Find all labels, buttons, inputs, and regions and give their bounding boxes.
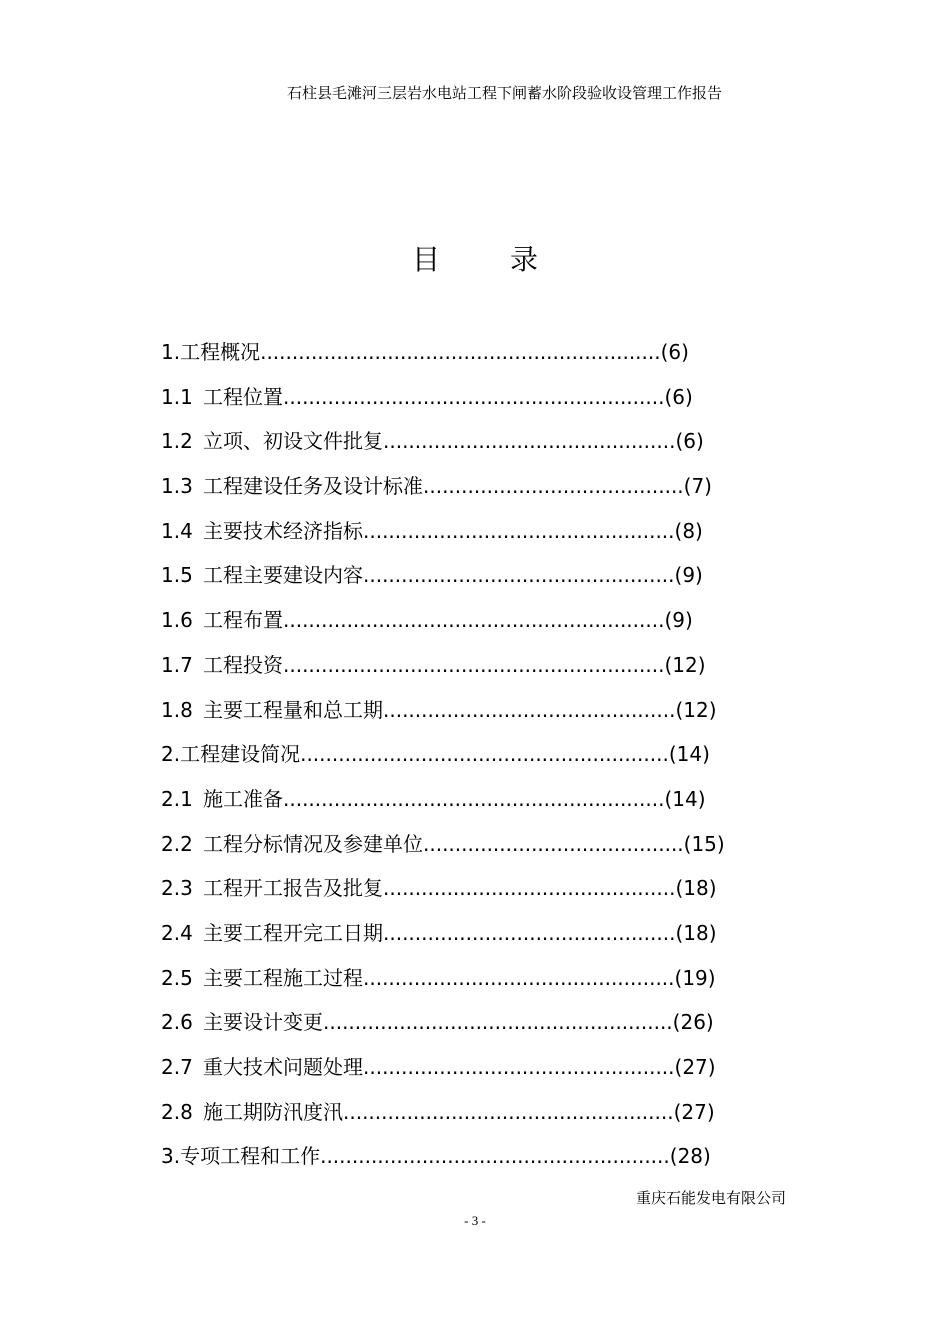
toc-entry-leader: .................................................... (343, 1099, 674, 1124)
toc-entry-page: (14) (664, 786, 706, 811)
toc-entry-number: 1.1 (161, 384, 193, 409)
toc-entry-title: 工程主要建设内容 (203, 563, 363, 588)
toc-entry-leader: .............................................. (383, 920, 676, 945)
toc-entry-number: 2.8 (161, 1099, 193, 1124)
toc-entry-leader: .............................................. (383, 429, 676, 454)
toc-entry-page: (9) (674, 563, 703, 588)
toc-entry-number: 1.3 (161, 474, 193, 499)
toc-entry-page: (18) (675, 876, 717, 901)
toc-entry-3[interactable] (161, 1140, 725, 1185)
toc-entry-2-6[interactable] (161, 1006, 725, 1051)
toc-entry-1-5[interactable] (161, 559, 725, 604)
toc-entry-leader: ............................................................... (260, 340, 661, 364)
toc-entry-number: 2.2 (161, 831, 193, 856)
toc-entry-number: 1.4 (161, 518, 193, 543)
toc-entry-leader: ......................................... (423, 831, 684, 856)
toc-entry-2-3[interactable] (161, 872, 725, 917)
toc-entry-1[interactable] (161, 336, 725, 381)
toc-entry-1-3[interactable] (161, 470, 725, 515)
table-of-contents (161, 336, 725, 1185)
toc-entry-page: (6) (660, 340, 689, 364)
footer-company-name: 重庆石能发电有限公司 (636, 1189, 787, 1207)
toc-heading-char-2: 录 (510, 243, 539, 276)
toc-entry-1-2[interactable] (161, 425, 725, 470)
toc-entry-page: (27) (674, 1055, 716, 1079)
toc-entry-leader: ................................................. (363, 965, 675, 990)
toc-entry-page: (28) (669, 1144, 711, 1169)
toc-entry-number: 2.7 (161, 1055, 193, 1079)
toc-entry-leader: .............................................. (383, 876, 676, 901)
toc-entry-number: 1.8 (161, 697, 193, 722)
toc-entry-title: 工程位置 (203, 384, 283, 409)
toc-entry-number: 2.5 (161, 965, 193, 990)
toc-entry-page: (12) (675, 697, 717, 722)
toc-entry-title: 主要技术经济指标 (203, 518, 363, 543)
toc-entry-page: (18) (675, 920, 717, 945)
toc-entry-title: 工程投资 (203, 652, 283, 677)
toc-entry-number: 1.6 (161, 608, 193, 633)
toc-entry-page: (6) (664, 384, 693, 409)
toc-entry-number: 1. (161, 340, 181, 364)
toc-entry-title: 工程布置 (203, 608, 283, 633)
toc-entry-leader: ............................................................ (283, 652, 665, 677)
toc-entry-leader: ............................................................ (283, 786, 665, 811)
toc-entry-2-7[interactable] (161, 1051, 725, 1096)
toc-entry-leader: .......................................................... (300, 742, 669, 767)
toc-entry-title: 重大技术问题处理 (203, 1055, 363, 1079)
toc-entry-title: 主要工程开完工日期 (203, 920, 383, 945)
toc-entry-1-8[interactable] (161, 694, 725, 739)
toc-entry-title: 施工准备 (203, 786, 283, 811)
toc-entry-title: 工程建设简况 (180, 742, 301, 767)
toc-entry-leader: ................................................. (363, 1055, 675, 1079)
toc-entry-page: (14) (668, 742, 710, 767)
toc-entry-page: (6) (675, 429, 704, 454)
toc-entry-page: (12) (664, 652, 706, 677)
toc-entry-number: 2. (161, 742, 181, 767)
toc-entry-number: 1.5 (161, 563, 193, 588)
toc-entry-2-4[interactable] (161, 917, 725, 962)
toc-entry-number: 2.3 (161, 876, 193, 901)
toc-entry-leader: ............................................................ (283, 608, 665, 633)
toc-entry-2-5[interactable] (161, 962, 725, 1007)
toc-entry-1-7[interactable] (161, 649, 725, 694)
toc-entry-title: 施工期防汛度汛 (203, 1099, 343, 1124)
toc-entry-page: (19) (674, 965, 716, 990)
toc-entry-title: 工程开工报告及批复 (203, 876, 383, 901)
toc-entry-1-1[interactable] (161, 381, 725, 426)
page-header-title: 石柱县毛滩河三层岩水电站工程下闸蓄水阶段验收设管理工作报告 (287, 84, 723, 102)
toc-entry-title: 主要设计变更 (203, 1010, 323, 1035)
toc-entry-page: (8) (674, 518, 703, 543)
toc-entry-title: 主要工程施工过程 (203, 965, 363, 990)
toc-entry-number: 3. (161, 1144, 181, 1169)
toc-entry-page: (15) (683, 831, 725, 856)
toc-entry-title: 工程概况 (180, 340, 261, 364)
toc-entry-number: 2.4 (161, 920, 193, 945)
toc-entry-title: 专项工程和工作 (180, 1144, 321, 1169)
page-number: - 3 - (464, 1213, 486, 1228)
toc-entry-number: 1.7 (161, 652, 193, 677)
toc-entry-leader: ................................................. (363, 518, 675, 543)
toc-entry-title: 主要工程量和总工期 (203, 697, 383, 722)
toc-entry-number: 1.2 (161, 429, 193, 454)
toc-entry-2-2[interactable] (161, 828, 725, 873)
toc-entry-leader: ............................................................ (283, 384, 665, 409)
toc-entry-number: 2.6 (161, 1010, 193, 1035)
toc-entry-title: 立项、初设文件批复 (203, 429, 383, 454)
toc-entry-leader: ......................................... (423, 474, 684, 499)
toc-entry-number: 2.1 (161, 786, 193, 811)
toc-heading (0, 240, 950, 280)
toc-entry-1-6[interactable] (161, 604, 725, 649)
toc-entry-leader: .............................................. (383, 697, 676, 722)
toc-entry-leader: ................................................. (363, 563, 675, 588)
toc-entry-leader: ....................................................... (320, 1144, 670, 1169)
toc-entry-2-8[interactable] (161, 1096, 725, 1141)
toc-entry-page: (27) (673, 1099, 715, 1124)
toc-heading-char-1: 目 (411, 243, 440, 276)
toc-entry-page: (9) (664, 608, 693, 633)
toc-entry-title: 工程建设任务及设计标准 (203, 474, 423, 499)
toc-entry-leader: ....................................................... (323, 1010, 673, 1035)
toc-entry-1-4[interactable] (161, 515, 725, 560)
toc-entry-2-1[interactable] (161, 783, 725, 828)
toc-entry-title: 工程分标情况及参建单位 (203, 831, 423, 856)
toc-entry-page: (26) (672, 1010, 714, 1035)
toc-entry-2[interactable] (161, 738, 725, 783)
toc-entry-page: (7) (683, 474, 712, 499)
